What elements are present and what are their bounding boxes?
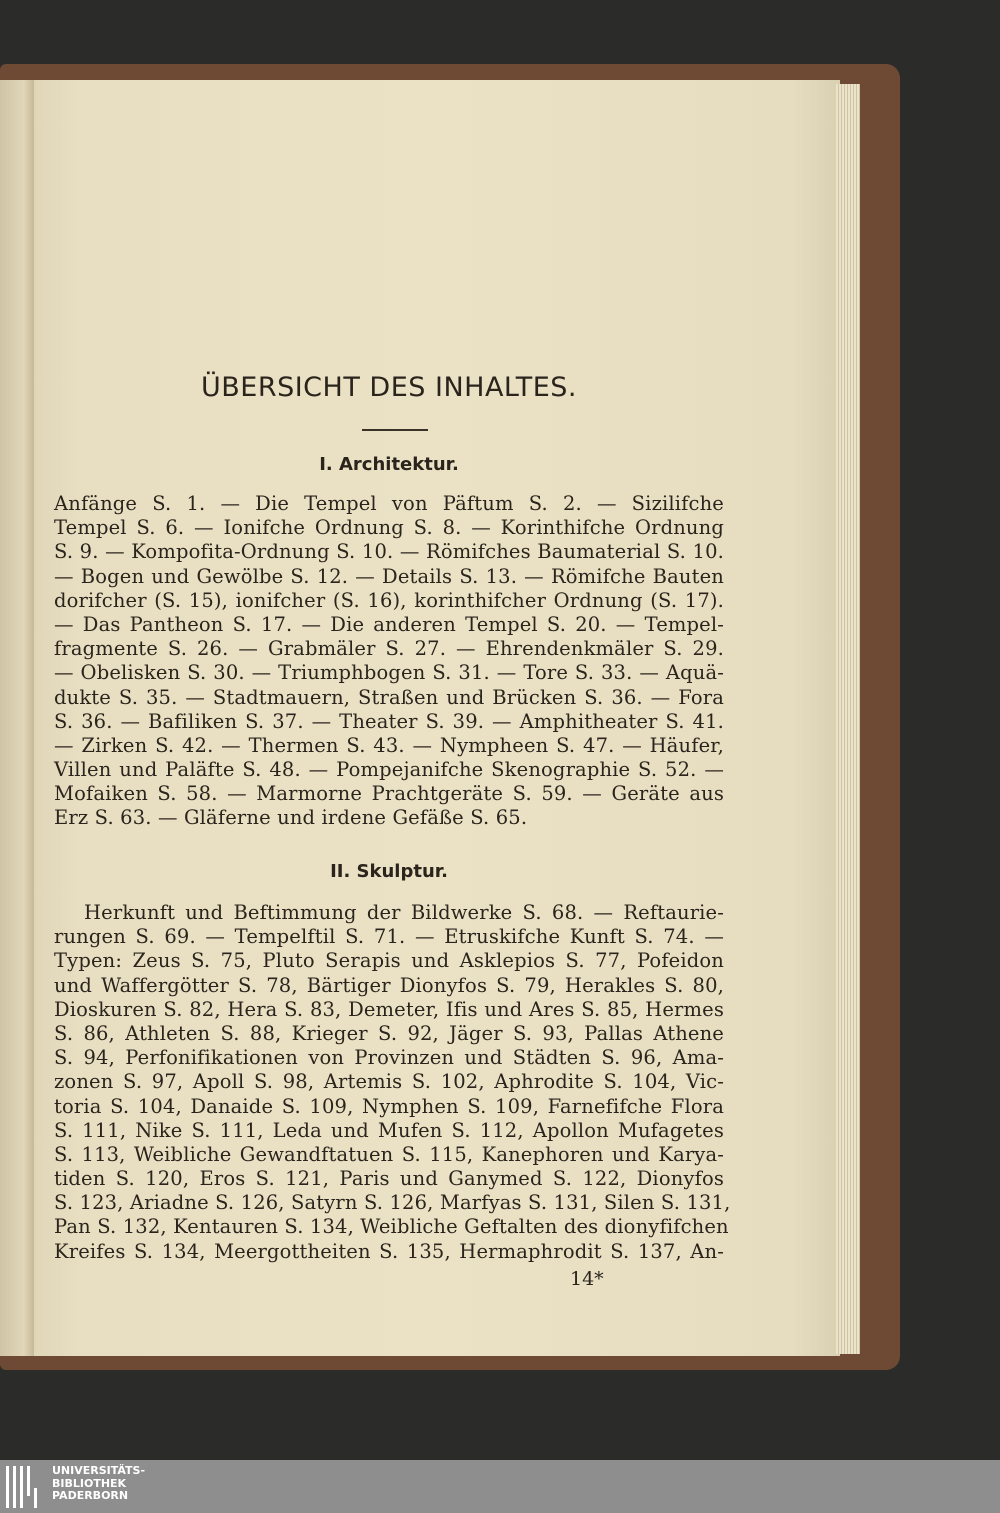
text-line: S. 94, Perfonifikationen von Provinzen und Städten S. 96, Ama-	[54, 1046, 724, 1070]
text-line: und Waffergötter S. 78, Bärtiger Dionyfos S. 79, Herakles S. 80,	[54, 973, 724, 997]
text-line: dukte S. 35. — Stadtmauern, Straßen und Brücken S. 36. — Fora	[54, 685, 724, 709]
section-heading-architektur: I. Architektur.	[319, 454, 459, 475]
text-line: Mofaiken S. 58. — Marmorne Prachtgeräte S. 59. — Geräte aus	[54, 782, 724, 806]
text-line: toria S. 104, Danaide S. 109, Nymphen S. 109, Farnefifche Flora	[54, 1094, 724, 1118]
section-body-skulptur	[54, 901, 731, 1264]
facing-page-edge	[0, 80, 34, 1356]
text-line: — Das Pantheon S. 17. — Die anderen Tempel S. 20. — Tempel-	[54, 612, 724, 636]
library-name-line: BIBLIOTHEK	[52, 1476, 127, 1490]
text-line: dorifcher (S. 15), ionifcher (S. 16), korinthifcher Ordnung (S. 17).	[54, 588, 724, 612]
text-line: rungen S. 69. — Tempelftil S. 71. — Etruskifche Kunft S. 74. —	[54, 925, 724, 949]
library-footer-bar	[0, 1460, 1000, 1513]
text-line: zonen S. 97, Apoll S. 98, Artemis S. 102, Aphrodite S. 104, Vic-	[54, 1070, 724, 1094]
text-line: S. 111, Nike S. 111, Leda und Mufen S. 112, Apollon Mufagetes	[54, 1118, 724, 1142]
text-line: — Zirken S. 42. — Thermen S. 43. — Nympheen S. 47. — Häufer,	[54, 733, 724, 757]
library-name-line: UNIVERSITÄTS-	[52, 1464, 146, 1477]
page-block-edges	[836, 84, 860, 1354]
library-name-line: PADERBORN	[52, 1489, 129, 1502]
section-body-architektur	[54, 492, 724, 831]
text-line: Villen und Paläfte S. 48. — Pompejanifche Skenographie S. 52. —	[54, 758, 724, 782]
text-line: fragmente S. 26. — Grabmäler S. 27. — Ehrendenkmäler S. 29.	[54, 637, 724, 661]
text-line: Pan S. 132, Kentauren S. 134, Weibliche Geftalten des dionyfifchen	[54, 1215, 729, 1239]
text-line: S. 113, Weibliche Gewandftatuen S. 115, Kanephoren und Karya-	[54, 1142, 724, 1166]
text-line: Herkunft und Beftimmung der Bildwerke S. 68. — Reftaurie-	[84, 901, 724, 924]
text-line: — Bogen und Gewölbe S. 12. — Details S. 13. — Römifche Bauten	[54, 564, 724, 588]
text-line: Tempel S. 6. — Ionifche Ordnung S. 8. — Korinthifche Ordnung	[54, 516, 724, 540]
library-name	[52, 1465, 145, 1503]
text-line: — Obelisken S. 30. — Triumphbogen S. 31. — Tore S. 33. — Aquä-	[54, 661, 724, 685]
title-divider	[362, 429, 428, 431]
text-line: tiden S. 120, Eros S. 121, Paris und Ganymed S. 122, Dionyfos	[54, 1167, 724, 1191]
text-line: Dioskuren S. 82, Hera S. 83, Demeter, Ifis und Ares S. 85, Hermes	[54, 997, 724, 1021]
page-title: ÜBERSICHT DES INHALTES.	[200, 372, 578, 403]
text-line: Erz S. 63. — Gläferne und irdene Gefäße S. 65.	[54, 806, 528, 830]
text-line: S. 86, Athleten S. 88, Krieger S. 92, Jäger S. 93, Pallas Athene	[54, 1021, 724, 1045]
text-line: Anfänge S. 1. — Die Tempel von Päftum S. 2. — Sizilifche	[54, 492, 724, 515]
text-line: S. 123, Ariadne S. 126, Satyrn S. 126, Marfyas S. 131, Silen S. 131,	[54, 1191, 731, 1215]
page-number: 14*	[570, 1268, 604, 1290]
text-line: S. 9. — Kompofita-Ordnung S. 10. — Römifches Baumaterial S. 10.	[54, 540, 724, 564]
library-logo-icon	[6, 1466, 42, 1508]
text-line: S. 36. — Bafiliken S. 37. — Theater S. 39. — Amphitheater S. 41.	[54, 709, 724, 733]
text-line: Typen: Zeus S. 75, Pluto Serapis und Asklepios S. 77, Pofeidon	[54, 949, 724, 973]
section-heading-skulptur: II. Skulptur.	[330, 861, 448, 882]
text-line: Kreifes S. 134, Meergottheiten S. 135, Hermaphrodit S. 137, An-	[54, 1239, 724, 1263]
